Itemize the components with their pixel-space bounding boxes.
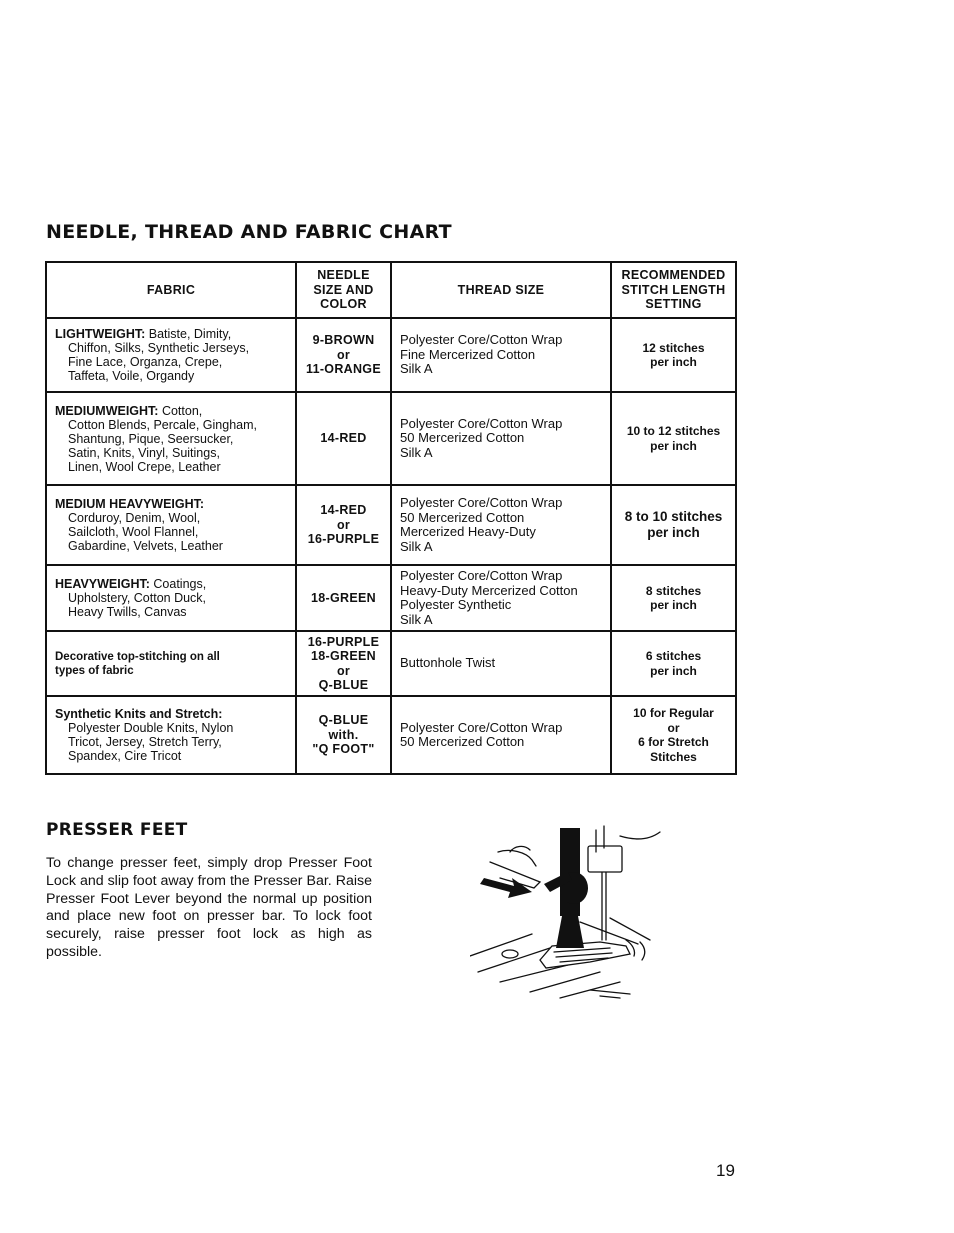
- table-row-fabric: [47, 393, 295, 484]
- fabric-first-line: Coatings,: [149, 577, 207, 591]
- chart-title: NEEDLE, THREAD AND FABRIC CHART: [46, 221, 452, 243]
- thread-size: Polyester Core/Cotton Wrap Heavy-Duty Mercerized Cotton Polyester Synthetic Silk A: [400, 568, 578, 627]
- stitch-length: 10 for Regular or 6 for Stretch Stitches: [633, 706, 714, 764]
- table-row-fabric: [47, 319, 295, 391]
- fabric-weight-label: Decorative top-stitching on all types of fabric: [55, 650, 220, 677]
- stitch-length: 6 stitches per inch: [645, 649, 702, 678]
- fabric-weight-label: MEDIUM HEAVYWEIGHT:: [55, 497, 205, 511]
- needle-thread-fabric-table: [45, 261, 737, 775]
- header-stitch: RECOMMENDED STITCH LENGTH SETTING: [621, 268, 726, 312]
- fabric-first-line: Batiste, Dimity,: [145, 327, 232, 341]
- header-thread: THREAD SIZE: [457, 282, 545, 297]
- table-row-fabric: [47, 697, 295, 773]
- fabric-list: Corduroy, Denim, Wool, Sailcloth, Wool Flannel, Gabardine, Velvets, Leather: [68, 511, 223, 553]
- stitch-length: 12 stitches per inch: [642, 340, 705, 369]
- presser-feet-instructions: To change presser feet, simply drop Presser Foot Lock and slip foot away from the Presser Bar. Raise Presser Foot Lever beyond the normal up position and place new foot on presser bar. To lock foot securely, raise presser foot lock as high as possible.: [46, 855, 372, 960]
- stitch-length: 10 to 12 stitches per inch: [626, 424, 721, 453]
- fabric-list: Polyester Double Knits, Nylon Tricot, Jersey, Stretch Terry, Spandex, Cire Tricot: [68, 721, 234, 763]
- header-fabric: FABRIC: [146, 282, 196, 297]
- presser-foot-illustration: [470, 822, 666, 1000]
- needle-size-color: Q-BLUE with. "Q FOOT": [312, 713, 375, 757]
- header-needle: NEEDLE SIZE AND COLOR: [313, 268, 374, 312]
- needle-size-color: 16-PURPLE 18-GREEN or Q-BLUE: [307, 634, 380, 692]
- presser-feet-title: PRESSER FEET: [46, 820, 188, 840]
- needle-size-color: 9-BROWN or 11-ORANGE: [306, 333, 381, 377]
- thread-size: Polyester Core/Cotton Wrap Fine Mercerized Cotton Silk A: [400, 332, 563, 377]
- fabric-list: Cotton Blends, Percale, Gingham, Shantung, Pique, Seersucker, Satin, Knits, Vinyl, Suitings, Linen, Wool Crepe, Leather: [68, 417, 257, 474]
- table-row-fabric: [47, 566, 295, 630]
- thread-size: Buttonhole Twist: [400, 655, 496, 671]
- thread-size: Polyester Core/Cotton Wrap 50 Mercerized Cotton: [400, 719, 563, 749]
- table-row-fabric: [47, 632, 295, 695]
- fabric-first-line: Cotton,: [158, 403, 203, 418]
- fabric-weight-label: LIGHTWEIGHT:: [55, 327, 146, 341]
- stitch-length: 8 to 10 stitches per inch: [624, 509, 723, 540]
- needle-size-color: 14-RED: [320, 431, 367, 446]
- page-number: 19: [716, 1161, 735, 1180]
- fabric-weight-label: HEAVYWEIGHT:: [55, 577, 150, 591]
- fabric-list: Chiffon, Silks, Synthetic Jerseys, Fine Lace, Organza, Crepe, Taffeta, Voile, Organdy: [68, 341, 250, 383]
- table-row-fabric: [47, 486, 295, 564]
- needle-size-color: 14-RED or 16-PURPLE: [307, 503, 380, 547]
- fabric-list: Upholstery, Cotton Duck, Heavy Twills, Canvas: [68, 591, 207, 619]
- needle-size-color: 18-GREEN: [311, 590, 376, 605]
- stitch-length: 8 stitches per inch: [645, 583, 702, 612]
- thread-size: Polyester Core/Cotton Wrap 50 Mercerized Cotton Mercerized Heavy-Duty Silk A: [400, 495, 563, 554]
- fabric-weight-label: Synthetic Knits and Stretch:: [55, 707, 223, 721]
- fabric-weight-label: MEDIUMWEIGHT:: [55, 403, 159, 418]
- thread-size: Polyester Core/Cotton Wrap 50 Mercerized Cotton Silk A: [400, 415, 563, 460]
